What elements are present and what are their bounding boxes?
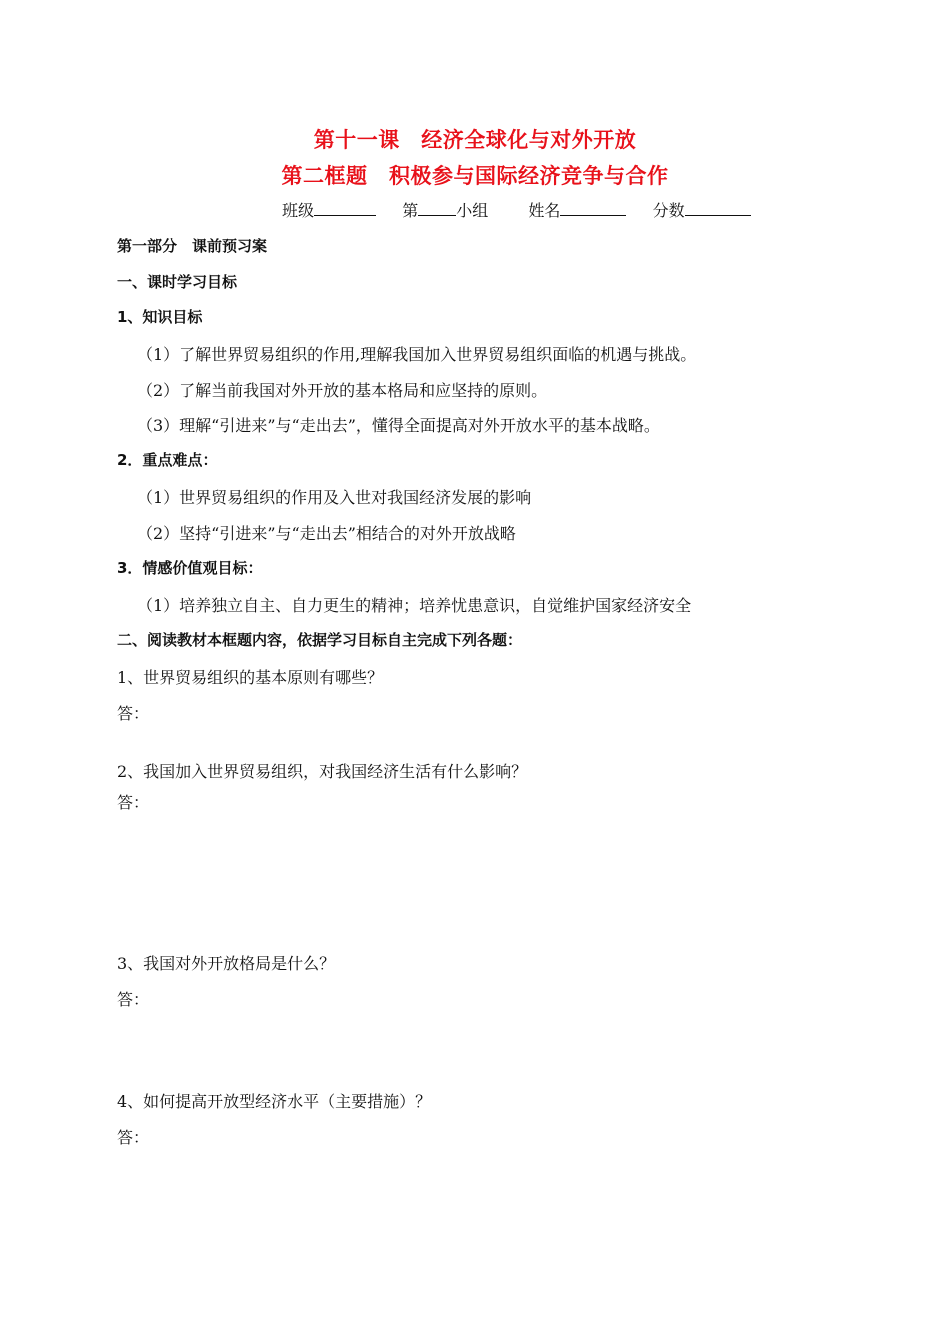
knowledge-item: （1）了解世界贸易组织的作用,理解我国加入世界贸易组织面临的机遇与挑战。 bbox=[137, 345, 697, 364]
answer-label: 答： bbox=[117, 1128, 150, 1147]
emotion-heading: 3．情感价值观目标： bbox=[117, 559, 263, 577]
score-blank[interactable] bbox=[685, 200, 751, 216]
knowledge-item: （3）理解“引进来”与“走出去”，懂得全面提高对外开放水平的基本战略。 bbox=[137, 416, 660, 435]
answer-label: 答： bbox=[117, 704, 150, 723]
emotion-item: （1）培养独立自主、自力更生的精神；培养忧患意识，自觉维护国家经济安全 bbox=[137, 596, 692, 615]
question-text: 3、我国对外开放格局是什么？ bbox=[117, 954, 336, 973]
knowledge-item: （2）了解当前我国对外开放的基本格局和应坚持的原则。 bbox=[137, 381, 548, 400]
lesson-subtitle: 第二框题 积极参与国际经济竞争与合作 bbox=[281, 164, 669, 188]
answer-label: 答： bbox=[117, 793, 150, 812]
question-text: 2、我国加入世界贸易组织，对我国经济生活有什么影响？ bbox=[117, 762, 528, 781]
answer-label: 答： bbox=[117, 990, 150, 1009]
question-text: 1、世界贸易组织的基本原则有哪些？ bbox=[117, 668, 384, 687]
goals-heading: 一、课时学习目标 bbox=[117, 273, 238, 291]
question-text: 4、如何提高开放型经济水平（主要措施）？ bbox=[117, 1092, 432, 1111]
class-blank[interactable] bbox=[314, 200, 376, 216]
key-item: （1）世界贸易组织的作用及入世对我国经济发展的影响 bbox=[137, 488, 532, 507]
group-suffix: 小组 bbox=[456, 201, 489, 220]
key-item: （2）坚持“引进来”与“走出去”相结合的对外开放战略 bbox=[137, 524, 516, 543]
student-info-row bbox=[282, 198, 751, 221]
lesson-title: 第十一课 经济全球化与对外开放 bbox=[313, 128, 637, 152]
part1-heading: 第一部分 课前预习案 bbox=[117, 237, 268, 255]
class-label: 班级 bbox=[282, 201, 315, 220]
name-blank[interactable] bbox=[560, 200, 626, 216]
key-heading: 2．重点难点： bbox=[117, 451, 218, 469]
reading-heading: 二、阅读教材本框题内容，依据学习目标自主完成下列各题： bbox=[117, 631, 523, 649]
name-label: 姓名 bbox=[528, 201, 561, 220]
group-blank[interactable] bbox=[418, 200, 456, 216]
group-prefix: 第 bbox=[402, 201, 419, 220]
knowledge-heading: 1、知识目标 bbox=[117, 308, 203, 326]
score-label: 分数 bbox=[652, 201, 685, 220]
